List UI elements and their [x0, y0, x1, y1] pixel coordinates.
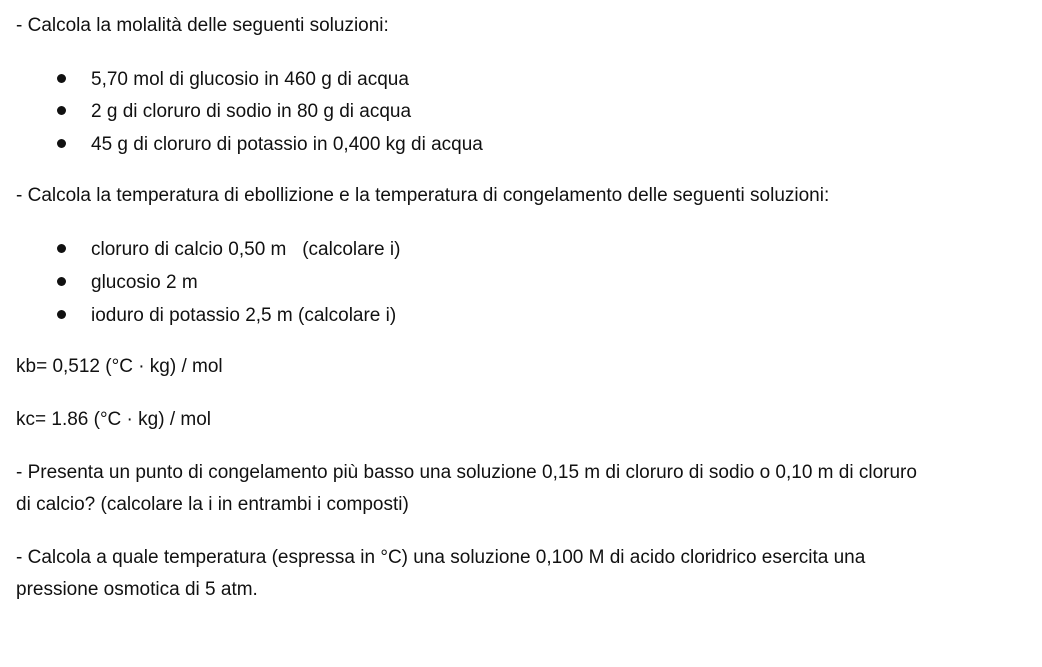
- q4-line-1: - Calcola a quale temperatura (espressa in °C) una soluzione 0,100 M di acido cloridrico esercita una: [16, 547, 866, 568]
- kb-constant: kb= 0,512 (°C · kg) / mol: [16, 356, 223, 377]
- q3-line-1: - Presenta un punto di congelamento più basso una soluzione 0,15 m di cloruro di sodio o 0,10 m di cloruro: [16, 462, 917, 483]
- kc-constant: kc= 1.86 (°C · kg) / mol: [16, 409, 212, 430]
- q1-item-2-text: 2 g di cloruro di sodio in 80 g di acqua: [91, 101, 412, 122]
- bullet-icon: [57, 244, 66, 253]
- q2-list-item: [57, 271, 198, 295]
- q1-list-item: [57, 100, 412, 124]
- q2-item-2-text: glucosio 2 m: [91, 272, 198, 293]
- bullet-icon: [57, 74, 66, 83]
- q2-list-item: [57, 238, 401, 262]
- q1-list-item: [57, 68, 409, 92]
- bullet-icon: [57, 106, 66, 115]
- q2-item-3-text: ioduro di potassio 2,5 m (calcolare i): [91, 305, 397, 326]
- q3-line-2: di calcio? (calcolare la i in entrambi i composti): [16, 494, 409, 515]
- bullet-icon: [57, 310, 66, 319]
- q1-item-1-text: 5,70 mol di glucosio in 460 g di acqua: [91, 69, 409, 90]
- q2-heading: - Calcola la temperatura di ebollizione e la temperatura di congelamento delle seguenti soluzioni:: [16, 185, 830, 206]
- q1-list-item: [57, 133, 483, 157]
- q2-list-item: [57, 304, 397, 328]
- q1-item-3-text: 45 g di cloruro di potassio in 0,400 kg di acqua: [91, 134, 483, 155]
- q2-item-1-text: cloruro di calcio 0,50 m (calcolare i): [91, 239, 401, 260]
- q4-line-2: pressione osmotica di 5 atm.: [16, 579, 258, 600]
- q1-heading: - Calcola la molalità delle seguenti soluzioni:: [16, 15, 389, 36]
- bullet-icon: [57, 139, 66, 148]
- bullet-icon: [57, 277, 66, 286]
